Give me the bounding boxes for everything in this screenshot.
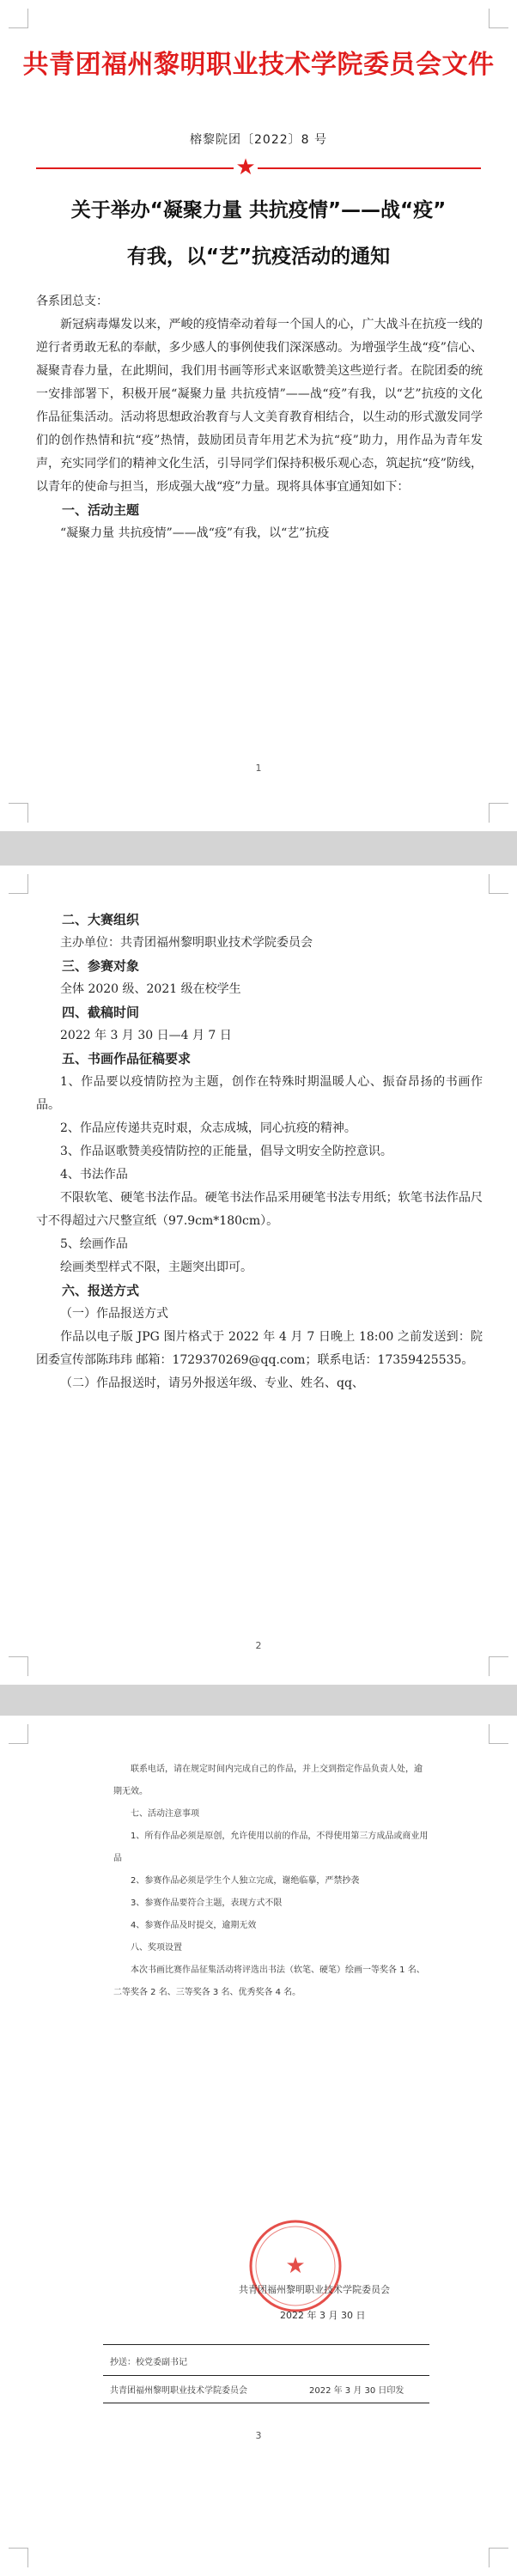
section-heading: 二、大赛组织	[62, 912, 140, 927]
body-line: 3、参赛作品要符合主题，表现方式不限	[131, 1899, 283, 1908]
crop-mark	[9, 1724, 28, 1744]
signature-date: 2022 年 3 月 30 日	[280, 2310, 366, 2321]
svg-text:★: ★	[285, 2253, 306, 2279]
body-line: 主办单位：共青团福州黎明职业技术学院委员会	[60, 936, 313, 950]
document-number: 榕黎院团〔2022〕8 号	[190, 133, 327, 147]
section-heading: 六、报送方式	[62, 1283, 140, 1298]
notice-title-line-2: 有我，以“艺”抗疫活动的通知	[126, 246, 391, 268]
section-heading-theme: 一、活动主题	[62, 502, 140, 518]
salutation: 各系团总支：	[36, 295, 108, 308]
body-line: 不限软笔、硬笔书法作品。硬笔书法作品采用硬笔书法专用纸；软笔书法作品尺寸不得超过六尺整宣纸（97.9cm*180cm）。	[36, 1191, 483, 1228]
page-number: 1	[255, 762, 262, 774]
notice-title-line-1: 关于举办“凝聚力量 共抗疫情”——战“疫”	[70, 199, 447, 222]
crop-mark	[9, 2548, 28, 2567]
section-body-theme: “凝聚力量 共抗疫情”——战“疫”有我，以“艺”抗疫	[60, 526, 330, 540]
crop-mark	[489, 9, 508, 28]
cc-recipients: 抄送：校党委副书记	[110, 2358, 187, 2367]
crop-mark	[489, 803, 508, 823]
section-heading: 四、截稿时间	[62, 1005, 140, 1020]
body-line: （一）作品报送方式	[60, 1307, 168, 1321]
red-star-icon: ★	[235, 155, 256, 180]
section-heading: 五、书画作品征稿要求	[62, 1051, 192, 1066]
body-line: 2、参赛作品必须是学生个人独立完成，谢绝临摹，严禁抄袭	[131, 1876, 360, 1886]
body-line: 联系电话，请在规定时间内完成自己的作品，并上交到指定作品负责人处，逾期无效。	[113, 1765, 423, 1796]
body-line: 2、作品应传递共克时艰，众志成城，同心抗疫的精神。	[60, 1121, 356, 1135]
official-seal-icon	[247, 2218, 344, 2314]
crop-mark	[9, 9, 28, 28]
body-line: 本次书画比赛作品征集活动将评选出书法（软笔、硬笔）绘画一等奖各 1 名、二等奖各 2 名、三等奖各 3 名、优秀奖各 4 名。	[113, 1965, 425, 1997]
notice-body-final	[113, 1759, 429, 2004]
body-line: 作品以电子版 JPG 图片格式于 2022 年 4 月 7 日晚上 18:00 之前发送到：院团委宣传部陈玮玮 邮箱：1729370269@qq.com；联系电话：17359425535。	[36, 1330, 483, 1367]
body-line: 4、书法作品	[60, 1168, 128, 1182]
body-line: 3、作品讴歌赞美疫情防控的正能量，倡导文明安全防控意识。	[60, 1145, 392, 1158]
divider-line	[103, 2375, 429, 2376]
body-line: 5、绘画作品	[60, 1237, 128, 1251]
red-divider-right	[258, 167, 481, 169]
body-line: 绘画类型样式不限，主题突出即可。	[60, 1261, 252, 1274]
notice-body-continued	[36, 908, 483, 1395]
crop-mark	[489, 1724, 508, 1744]
crop-mark	[489, 874, 508, 894]
document-page-2	[0, 866, 517, 1685]
signature-organization: 共青团福州黎明职业技术学院委员会	[239, 2284, 390, 2295]
document-page-1	[0, 0, 517, 831]
crop-mark	[489, 1656, 508, 1676]
body-line: 八、奖项设置	[131, 1943, 182, 1953]
crop-mark	[9, 1656, 28, 1676]
body-line: 2022 年 3 月 30 日—4 月 7 日	[60, 1029, 232, 1042]
body-line: 全体 2020 级、2021 级在校学生	[60, 982, 241, 996]
page-number: 2	[255, 1640, 262, 1651]
body-line: 1、所有作品必须是原创，允许使用以前的作品，不得使用第三方成品或商业用品	[113, 1832, 429, 1863]
page-number: 3	[255, 2430, 262, 2441]
divider-line	[103, 2344, 429, 2345]
notice-body	[36, 290, 483, 545]
document-header-title: 共青团福州黎明职业技术学院委员会文件	[22, 50, 495, 80]
body-line: （二）作品报送时，请另外报送年级、专业、姓名、qq、	[60, 1376, 364, 1390]
section-heading: 三、参赛对象	[62, 958, 140, 974]
crop-mark	[489, 2548, 508, 2567]
body-line: 七、活动注意事项	[131, 1809, 199, 1819]
body-line: 1、作品要以疫情防控为主题，创作在特殊时期温暖人心、振奋昂扬的书画作品。	[36, 1075, 483, 1112]
intro-paragraph: 新冠病毒爆发以来，严峻的疫情牵动着每一个国人的心，广大战斗在抗疫一线的逆行者勇敢无私的奉献，多少感人的事例使我们深深感动。为增强学生战“疫”信心、凝聚青春力量，在此期间，我们用书画等形式来讴歌赞美这些逆行者。在院团委的统一安排部署下，积极开展“凝聚力量 共抗疫情”——战“疫”有我，以“艺”抗疫的文化作品征集活动。活动将思想政治教育与人文美育教育相结合，以生动的形式激发同学们的创作热情和抗“疫”热情，鼓励团员青年用艺术为抗“疫”助力，用作品为青年发声，充实同学们的精神文化生活，引导同学们保持积极乐观心态，筑起抗“疫”防线，以青年的使命与担当，形成强大战“疫”力量。现将具体事宜通知如下：	[36, 318, 483, 494]
red-divider-left	[36, 167, 234, 169]
crop-mark	[9, 874, 28, 894]
document-page-3	[0, 1716, 517, 2576]
crop-mark	[9, 803, 28, 823]
issuing-organization: 共青团福州黎明职业技术学院委员会	[110, 2386, 247, 2396]
body-line: 4、参赛作品及时提交，逾期无效	[131, 1921, 257, 1930]
issue-date: 2022 年 3 月 30 日印发	[309, 2386, 404, 2396]
